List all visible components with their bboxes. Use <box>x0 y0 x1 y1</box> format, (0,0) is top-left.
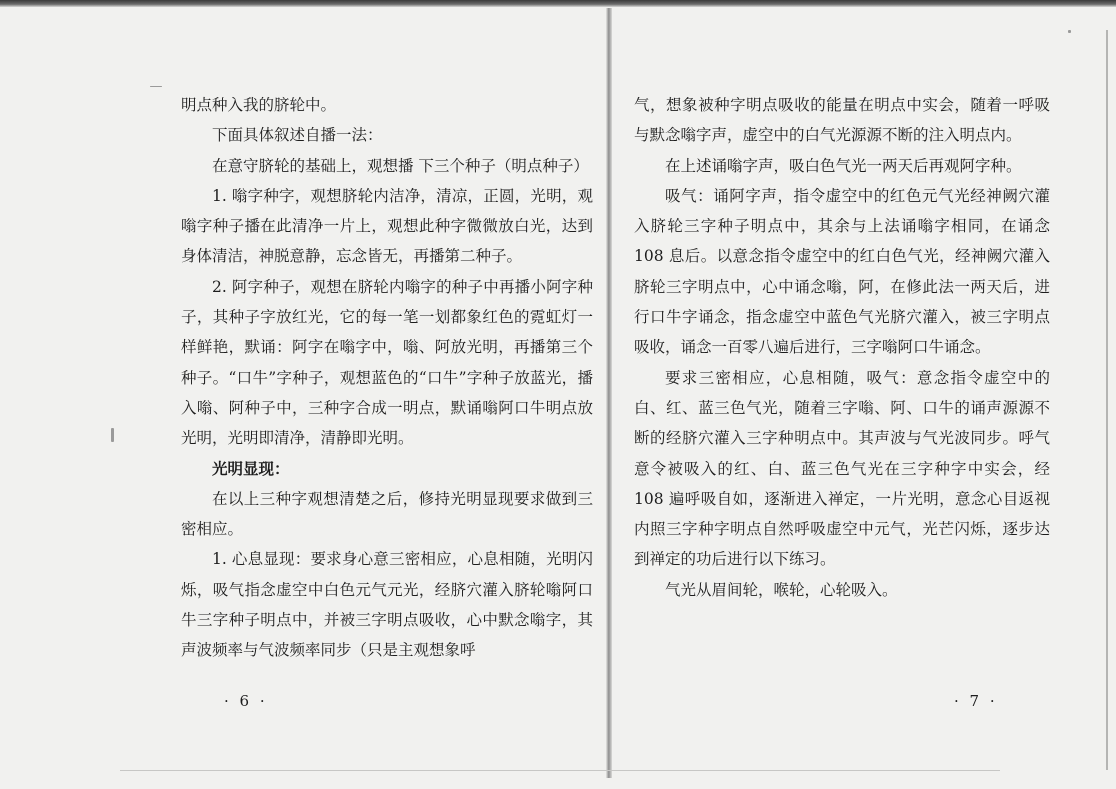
paragraph: 下面具体叙述自播一法： <box>212 126 383 145</box>
paragraph: 气，想象被种字明点吸收的能量在明点中实会，随着一呼吸与默念嗡字声，虚空中的白气光源源不断的注入明点内。 <box>634 96 1050 145</box>
paragraph: 要求三密相应，心息相随，吸气：意念指令虚空中的白、红、蓝三色气光，随着三字嗡、阿、口牛的诵声源源不断的经脐穴灌入三字种明点中。其声波与气光波同步。呼气意令被吸入的红、白、蓝三色气光在三字种字中实会，经 108 遍呼吸自如，逐渐进入禅定，一片光明，意念心目返视内照三字种字明点自然呼吸虚空中元气，光芒闪烁，逐步达到禅定的功后进行以下练习。 <box>634 368 1050 569</box>
book-gutter <box>606 8 612 778</box>
scan-speck <box>150 86 162 87</box>
paragraph: 1. 心息显现：要求身心意三密相应，心息相随，光明闪烁，吸气指念虚空中白色元气元光，经脐穴灌入脐轮嗡阿口牛三字种子明点中，并被三字明点吸收，心中默念嗡字，其声波频率与气波频率同步（只是主观想象呼 <box>181 550 593 660</box>
scan-bottom-edge <box>120 770 1000 771</box>
scan-speck <box>1068 30 1071 33</box>
paragraph: 在以上三种字观想清楚之后，修持光明显现要求做到三密相应。 <box>181 489 593 539</box>
page-number-right: · 7 · <box>954 692 998 710</box>
right-page <box>634 90 1050 605</box>
paragraph: 2. 阿字种子，观想在脐轮内嗡字的种子中再播小阿字种子，其种子字放红光，它的每一笔一划都象红色的霓虹灯一样鲜艳，默诵：阿字在嗡字中，嗡、阿放光明，再播第三个种子。“口牛”字种子，观想蓝色的“口牛”字种子放蓝光，播入嗡、阿种子中，三种字合成一明点，默诵嗡阿口牛明点放光明，光明即清净，清静即光明。 <box>181 277 593 448</box>
paragraph: 明点种入我的脐轮中。 <box>181 96 337 114</box>
paragraph: 吸气：诵阿字声，指令虚空中的红色元气光经神阙穴灌入脐轮三字种子明点中，其余与上法诵嗡字相同，在诵念 108 息后。以意念指令虚空中的红白色气光，经神阙穴灌入脐轮三字明点中，心中诵念嗡，阿，在修此法一两天后，进行口牛字诵念，指念虚空中蓝色气光脐穴灌入，被三字明点吸收，诵念一百零八遍后进行，三字嗡阿口牛诵念。 <box>634 186 1050 357</box>
section-heading: 光明显现： <box>212 458 290 478</box>
paragraph: 在上述诵嗡字声，吸白色气光一两天后再观阿字种。 <box>665 156 1022 175</box>
scan-speck <box>111 428 114 442</box>
page-right-edge <box>1106 30 1108 770</box>
left-page <box>181 90 593 666</box>
paragraph: 气光从眉间轮，喉轮，心轮吸入。 <box>665 580 898 599</box>
scan-top-edge <box>0 0 1116 7</box>
paragraph: 在意守脐轮的基础上，观想播 下三个种子（明点种子） <box>212 156 589 175</box>
paragraph: 1. 嗡字种字，观想脐轮内洁净，清凉，正圆，光明，观嗡字种子播在此清净一片上，观想此种字微微放白光，达到身体清洁，神脱意静，忘念皆无，再播第二种子。 <box>181 186 593 266</box>
page-number-left: · 6 · <box>224 692 268 710</box>
